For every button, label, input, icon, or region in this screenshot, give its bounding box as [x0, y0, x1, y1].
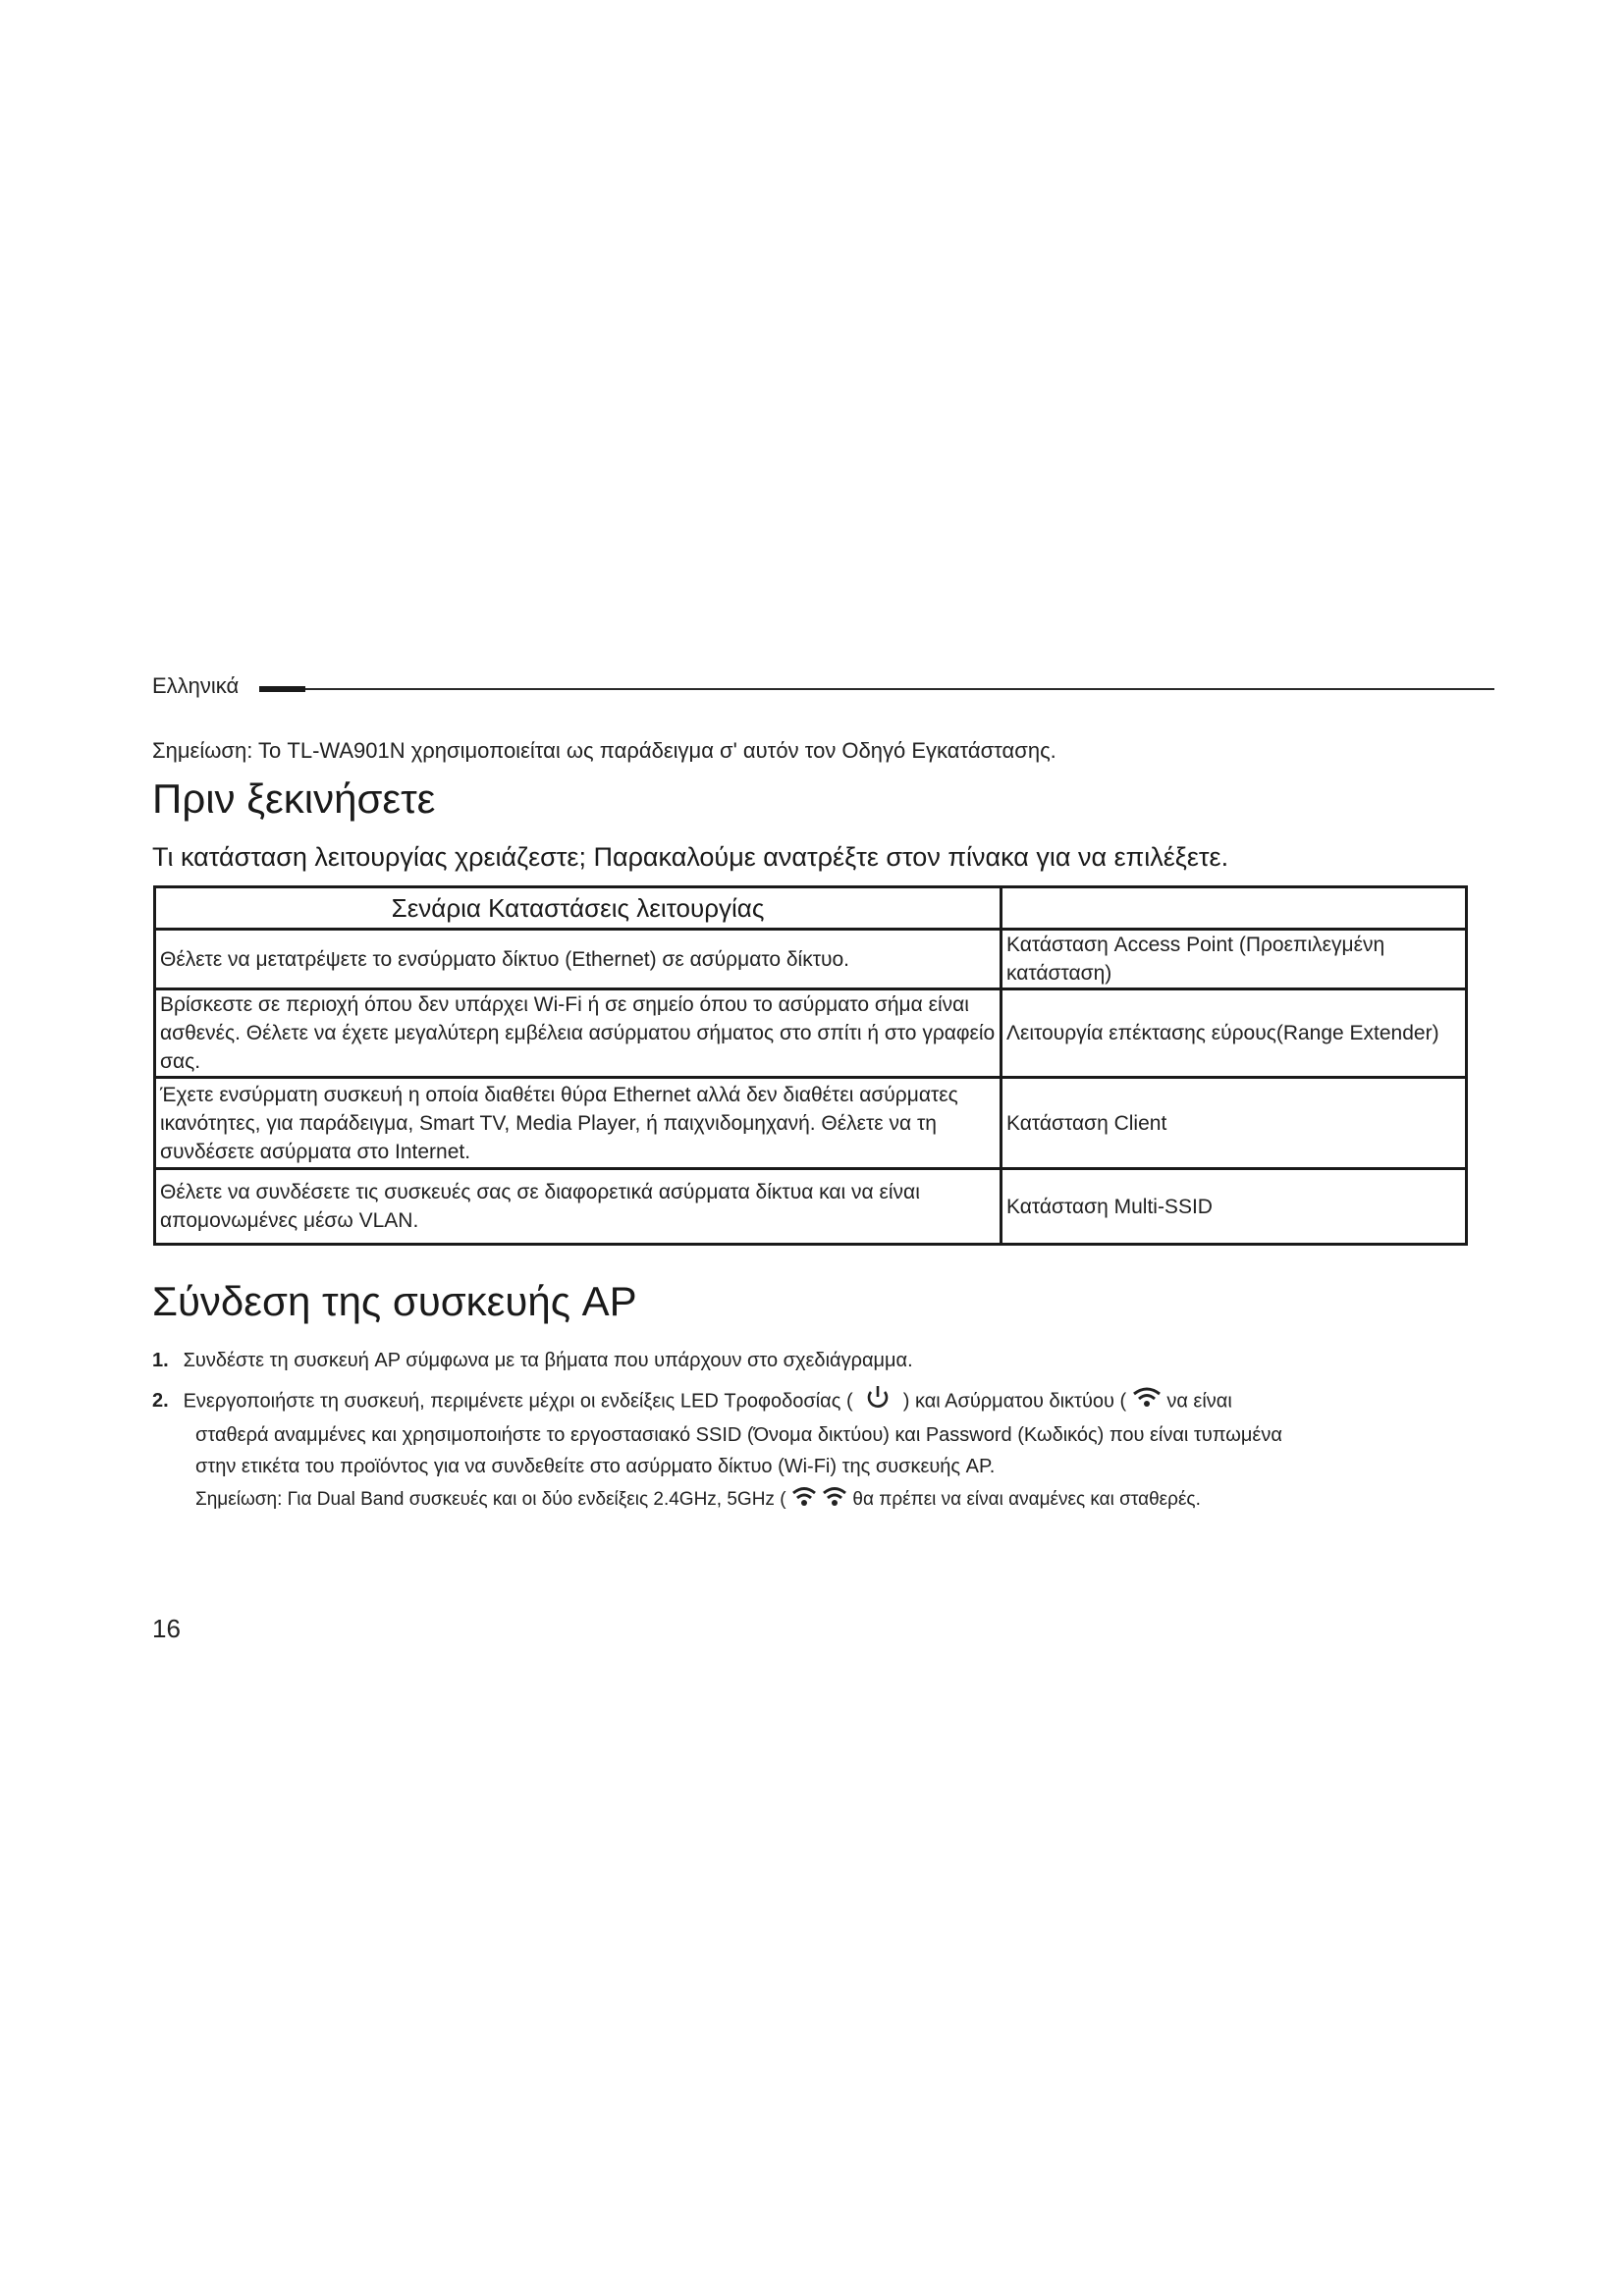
header-rule	[305, 688, 1494, 690]
table-header-row	[155, 887, 1467, 930]
mode-cell: Κατάσταση Multi-SSID	[1001, 1169, 1467, 1245]
step-1	[152, 1345, 913, 1376]
language-header	[152, 673, 1494, 703]
step-text-part: να είναι	[1166, 1390, 1232, 1413]
page-number: 16	[152, 1614, 181, 1643]
section-title-before-start: Πριν ξεκινήσετε	[152, 775, 436, 822]
table-row	[155, 930, 1467, 989]
mode-question: Τι κατάσταση λειτουργίας χρειάζεστε; Παρακαλούμε ανατρέξτε στον πίνακα για να επιλέξετε.	[152, 842, 1229, 872]
intro-note: Σημείωση: Το TL-WA901N χρησιμοποιείται ως παράδειγμα σ' αυτόν τον Οδηγό Εγκατάστασης.	[152, 738, 1056, 763]
step-number: 1.	[152, 1350, 169, 1371]
language-label: Ελληνικά	[152, 673, 240, 698]
step-number: 2.	[152, 1390, 169, 1413]
mode-cell: Κατάσταση Client	[1001, 1078, 1467, 1169]
note-text-part: Σημείωση: Για Dual Band συσκευές και οι δύο ενδείξεις 2.4GHz, 5GHz (	[195, 1489, 786, 1511]
mode-cell: Λειτουργία επέκτασης εύρους(Range Extender)	[1001, 989, 1467, 1078]
table-row	[155, 1169, 1467, 1245]
power-icon	[858, 1384, 897, 1419]
table-header-right	[1001, 887, 1467, 930]
table-row	[155, 989, 1467, 1078]
step-text-part: Ενεργοποιήστε τη συσκευή, περιμένετε μέχρι οι ενδείξεις LED Τροφοδοσίας (	[183, 1390, 853, 1413]
step-2-line-3: στην ετικέτα του προϊόντος για να συνδεθείτε στο ασύρματο δίκτυο (Wi-Fi) της συσκευής AP.	[195, 1456, 996, 1477]
operation-modes-table	[153, 885, 1468, 1246]
table-header: Σενάρια Καταστάσεις λειτουργίας	[155, 887, 1001, 930]
dual-band-note	[195, 1486, 1201, 1514]
scenario-cell: Βρίσκεστε σε περιοχή όπου δεν υπάρχει Wi-Fi ή σε σημείο όπου το ασύρματο σήμα είναι ασθενές. Θέλετε να έχετε μεγαλύτερη εμβέλεια ασύρματου σήματος στο σπίτι ή στο γραφείο σας.	[155, 989, 1001, 1078]
language-marker	[259, 686, 305, 692]
step-2-line-1	[152, 1384, 1497, 1419]
step-2-line-2: σταθερά αναμμένες και χρησιμοποιήστε το εργοστασιακό SSID (Όνομα δικτύου) και Password (Κωδικός) που είναι τυπωμένα	[195, 1424, 1282, 1446]
wifi-5g-icon	[822, 1486, 847, 1514]
wifi-2g-icon	[791, 1486, 817, 1514]
step-text-part: ) και Ασύρματου δικτύου (	[902, 1390, 1127, 1413]
step-text: Συνδέστε τη συσκευή AP σύμφωνα με τα βήματα που υπάρχουν στο σχεδιάγραμμα.	[183, 1350, 913, 1371]
table-row	[155, 1078, 1467, 1169]
section-title-connect-ap: Σύνδεση της συσκευής AP	[152, 1278, 637, 1324]
scenario-cell: Θέλετε να μετατρέψετε το ενσύρματο δίκτυο (Ethernet) σε ασύρματο δίκτυο.	[155, 930, 1001, 989]
wifi-icon	[1132, 1386, 1162, 1417]
step-2	[152, 1384, 1497, 1482]
scenario-cell: Θέλετε να συνδέσετε τις συσκευές σας σε διαφορετικά ασύρματα δίκτυα και να είναι απομονωμένες μέσω VLAN.	[155, 1169, 1001, 1245]
scenario-cell: Έχετε ενσύρματη συσκευή η οποία διαθέτει θύρα Ethernet αλλά δεν διαθέτει ασύρματες ικανότητες, για παράδειγμα, Smart TV, Media Player, ή παιχνιδομηχανή. Θέλετε να τη συνδέσετε ασύρματα στο Internet.	[155, 1078, 1001, 1169]
mode-cell: Κατάσταση Access Point (Προεπιλεγμένη κατάσταση)	[1001, 930, 1467, 989]
note-text-part: θα πρέπει να είναι αναμένες και σταθερές.	[852, 1489, 1201, 1511]
